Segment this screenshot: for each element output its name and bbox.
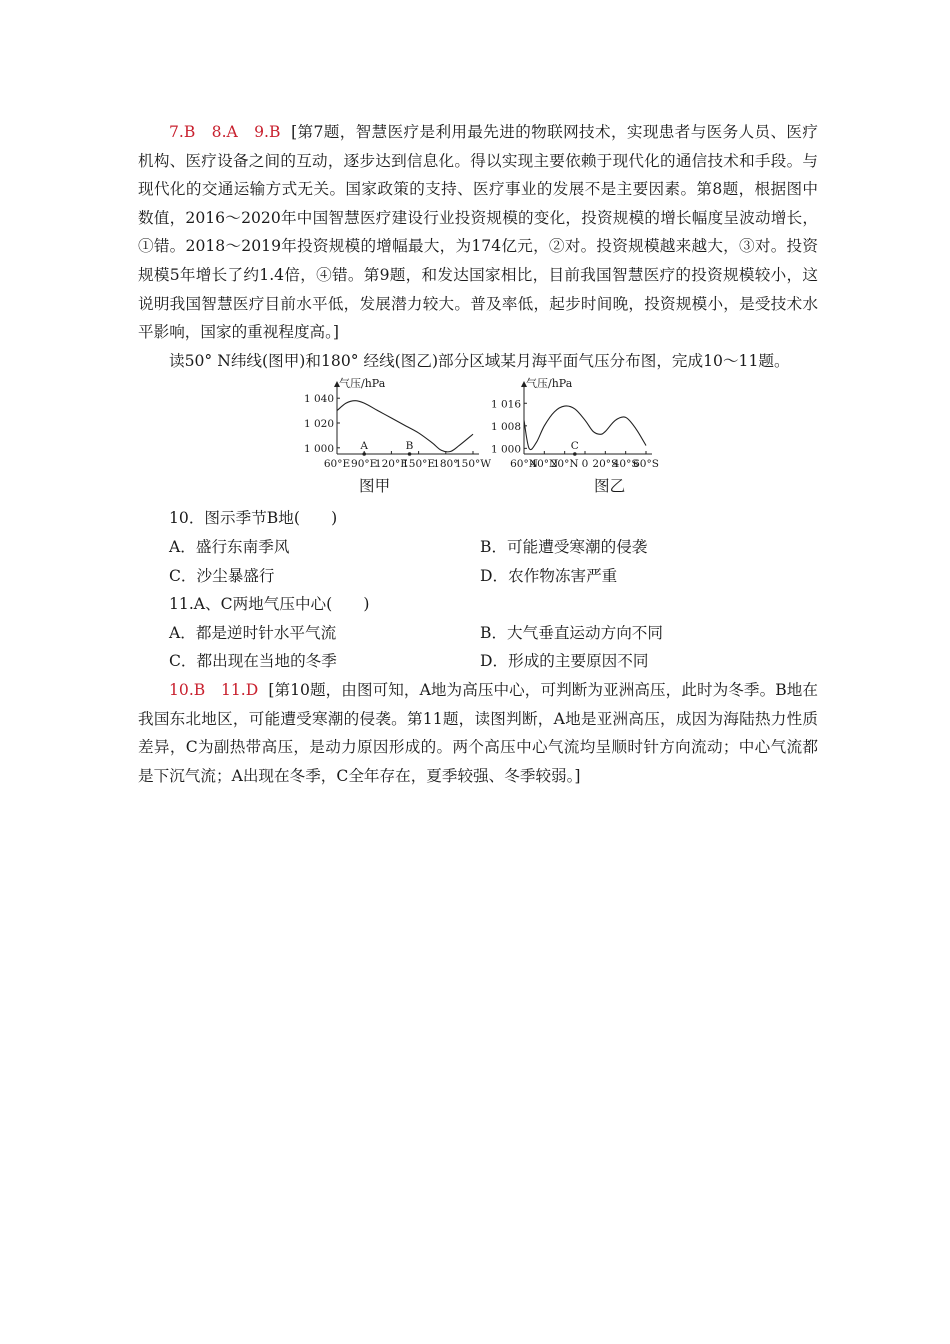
caption-jia: 图甲: [359, 477, 391, 496]
q11-option-a: A．都是逆时针水平气流: [169, 623, 337, 642]
q10-option-a: A．盛行东南季风: [169, 537, 290, 556]
chart-yi: [490, 377, 694, 474]
chart-jia: [303, 377, 503, 474]
question-11-stem: 11.A、C两地气压中心( ): [169, 595, 370, 614]
y-tick-label: 1 008: [490, 421, 521, 434]
figures-row: [138, 377, 818, 504]
x-tick-label: 90°E: [351, 458, 378, 471]
x-tick-label: 40°N: [530, 458, 559, 471]
point-a-marker: [362, 453, 366, 457]
question-11-options-row-2: [138, 647, 818, 676]
x-tick-label: 60°E: [323, 458, 351, 471]
explanation-10-11: [第10题，由图可知，A地为高压中心，可判断为亚洲高压，此时为冬季。B地在我国东北地区，可能遭受寒潮的侵袭。第11题，读图判断，A地是亚洲高压，成因为海陆热力性质差异，C为副热带高压，是动力原因形成的。两个高压中心气流均呈顺时针方向流动；中心气流都是下沉气流；A出现在冬季，C全年存在，夏季较强、冬季较弱。]: [138, 680, 818, 785]
x-tick-label: 0: [581, 458, 589, 471]
x-tick-label: 150°E: [402, 458, 436, 471]
y-tick-label: 1 040: [303, 393, 334, 406]
x-tick-label: 180°: [433, 458, 459, 471]
point-a-label: A: [360, 440, 368, 453]
point-b-marker: [408, 453, 412, 457]
x-tick-label: 60°N: [510, 458, 538, 471]
q10-option-b: B．可能遭受寒潮的侵袭: [480, 537, 648, 556]
question-11-options-row-1: [138, 619, 818, 648]
q10-option-c: C．沙尘暴盛行: [169, 566, 275, 585]
x-tick-label: 20°S: [592, 458, 619, 471]
x-tick-label: 40°S: [612, 458, 639, 471]
x-tick-label: 120°E: [374, 458, 408, 471]
question-intro: 读50° N纬线(图甲)和180° 经线(图乙)部分区域某月海平面气压分布图，完成10～11题。: [169, 351, 790, 370]
y-tick-label: 1 016: [490, 398, 521, 411]
point-c-marker: [573, 453, 577, 457]
figure-yi: [490, 377, 694, 474]
answer-paragraph-10-11: [138, 676, 818, 790]
q11-option-d: D．形成的主要原因不同: [480, 652, 649, 671]
y-axis-label: 气压/hPa: [339, 377, 386, 391]
q10-option-d: D．农作物冻害严重: [480, 566, 618, 585]
question-10-stem: 10．图示季节B地( ): [169, 509, 338, 528]
y-tick-label: 1 020: [303, 418, 334, 431]
question-10-options-row-2: [138, 562, 818, 591]
answer-key-7-9: 7.B 8.A 9.B: [169, 123, 281, 141]
q11-option-b: B．大气垂直运动方向不同: [480, 623, 663, 642]
explanation-7-9: [第7题，智慧医疗是利用最先进的物联网技术，实现患者与医务人员、医疗机构、医疗设备之间的互动，逐步达到信息化。得以实现主要依赖于现代化的通信技术和手段。与现代化的交通运输方式无关。国家政策的支持、医疗事业的发展不是主要因素。第8题，根据图中数值，2016～2020年中国智慧医疗建设行业投资规模的变化，投资规模的增长幅度呈波动增长，①错。2018～2019年投资规模的增幅最大，为174亿元，②对。投资规模越来越大，③对。投资规模5年增长了约1.4倍，④错。第9题，和发达国家相比，目前我国智慧医疗的投资规模较小，这说明我国智慧医疗目前水平低，发展潜力较大。普及率低，起步时间晚，投资规模小，是受技术水平影响，国家的重视程度高。]: [138, 123, 818, 342]
point-b-label: B: [405, 440, 414, 453]
q11-option-c: C．都出现在当地的冬季: [169, 652, 337, 671]
y-tick-label: 1 000: [490, 443, 521, 456]
x-tick-label: 60°S: [633, 458, 659, 471]
x-tick-label: 20°N: [550, 458, 579, 471]
y-tick-label: 1 000: [303, 443, 334, 456]
question-10-options-row-1: [138, 533, 818, 562]
x-tick-label: 150°W: [454, 458, 492, 471]
figure-jia: [303, 377, 503, 474]
answer-key-10-11: 10.B 11.D: [169, 680, 259, 699]
caption-yi: 图乙: [594, 477, 626, 496]
answer-paragraph-7-9: [138, 118, 818, 347]
pressure-curve: [524, 406, 646, 453]
point-c-label: C: [570, 440, 579, 453]
document-page: [138, 118, 818, 790]
y-axis-label: 气压/hPa: [526, 377, 573, 391]
